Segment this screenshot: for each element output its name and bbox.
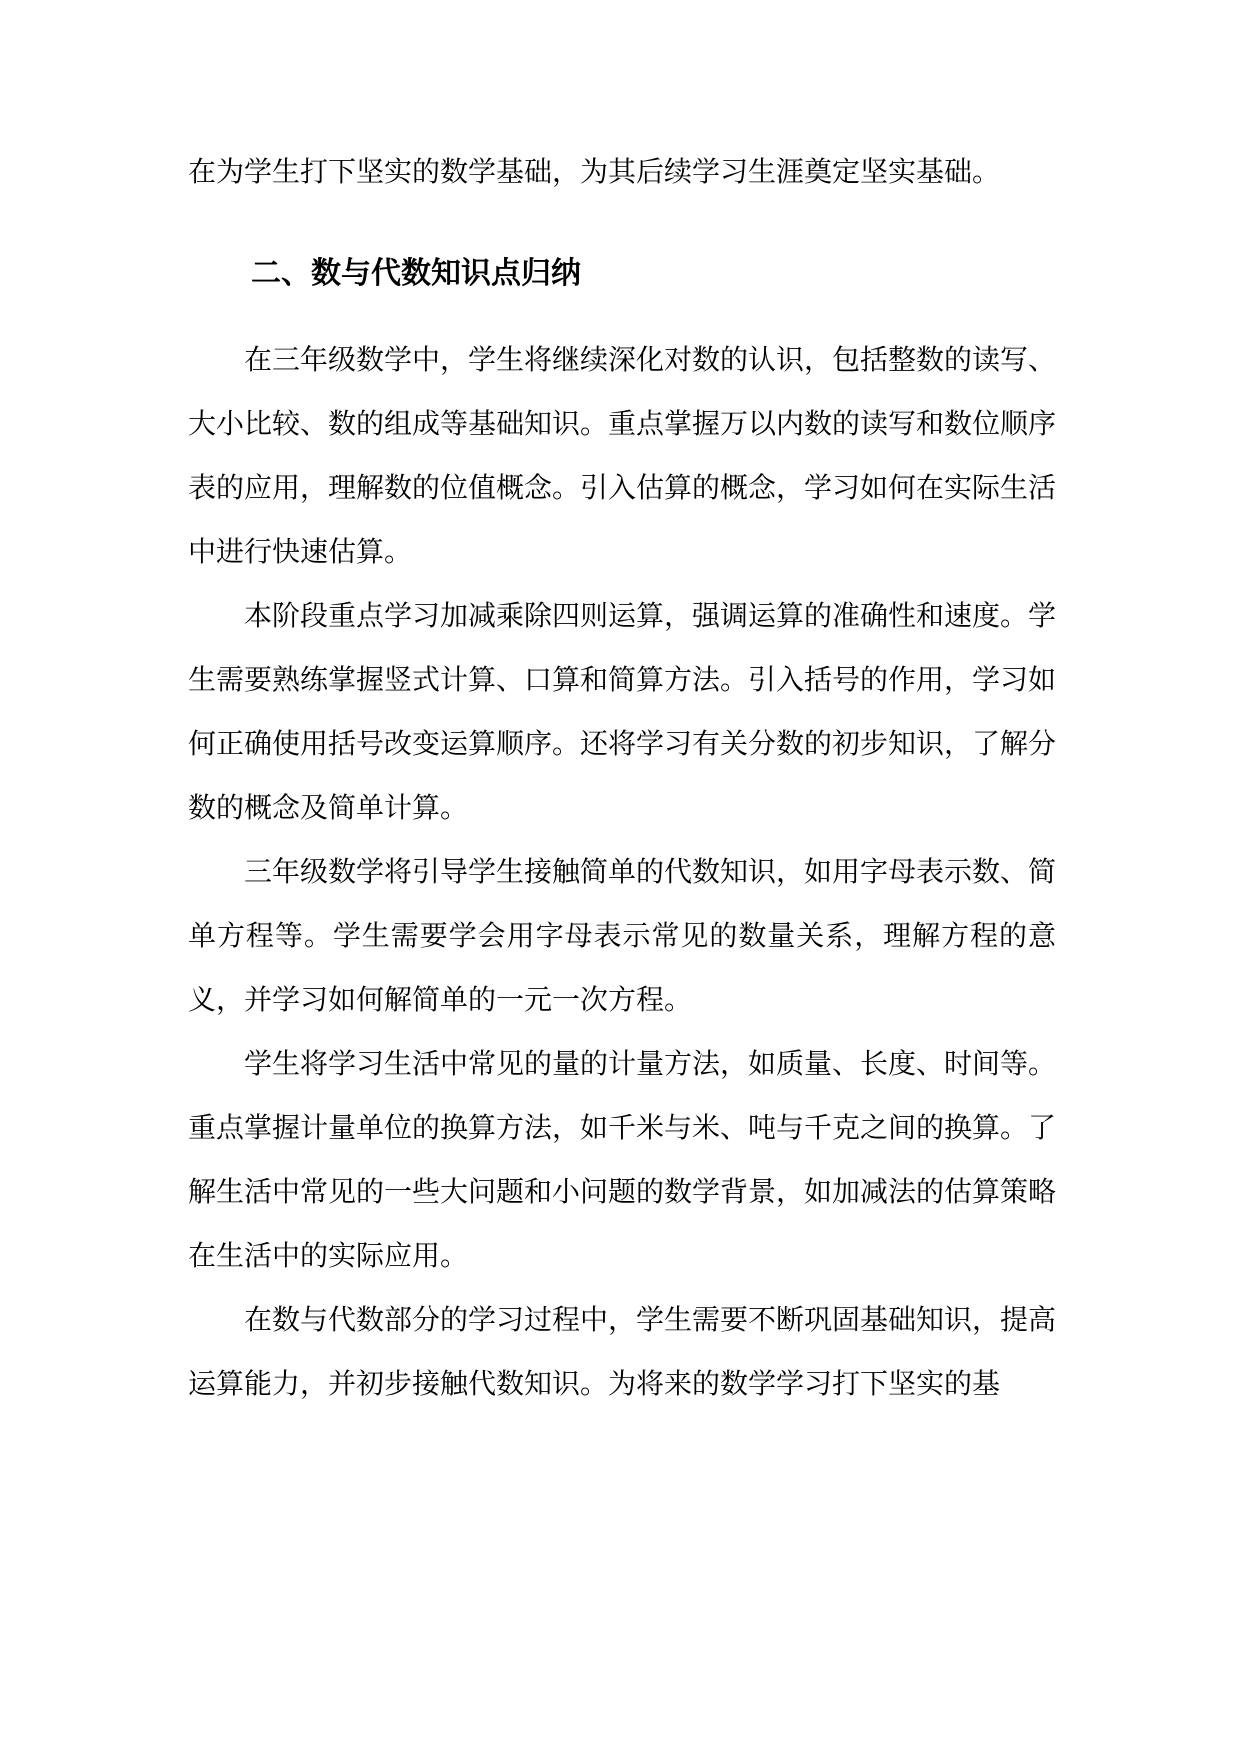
- document-body: [188, 140, 1056, 1416]
- paragraph-algebra-intro: 三年级数学将引导学生接触简单的代数知识，如用字母表示数、简单方程等。学生需要学会用字母表示常见的数量关系，理解方程的意义，并学习如何解简单的一元一次方程。: [188, 855, 1057, 1016]
- paragraph-number-recognition: 在三年级数学中，学生将继续深化对数的认识，包括整数的读写、大小比较、数的组成等基础知识。重点掌握万以内数的读写和数位顺序表的应用，理解数的位值概念。引入估算的概念，学习如何在实际生活中进行快速估算。: [188, 343, 1057, 568]
- section-heading: 二、数与代数知识点归纳: [251, 256, 581, 291]
- paragraph-summary: 在数与代数部分的学习过程中，学生需要不断巩固基础知识，提高运算能力，并初步接触代数知识。为将来的数学学习打下坚实的基: [188, 1303, 1057, 1400]
- paragraph-four-operations: 本阶段重点学习加减乘除四则运算，强调运算的准确性和速度。学生需要熟练掌握竖式计算、口算和简算方法。引入括号的作用，学习如何正确使用括号改变运算顺序。还将学习有关分数的初步知识，了解分数的概念及简单计算。: [188, 599, 1057, 824]
- paragraph-continuation: 在为学生打下坚实的数学基础，为其后续学习生涯奠定坚实基础。: [188, 155, 1001, 188]
- paragraph-measurement: 学生将学习生活中常见的量的计量方法，如质量、长度、时间等。重点掌握计量单位的换算方法，如千米与米、吨与千克之间的换算。了解生活中常见的一些大问题和小问题的数学背景，如加减法的估算策略在生活中的实际应用。: [188, 1047, 1057, 1272]
